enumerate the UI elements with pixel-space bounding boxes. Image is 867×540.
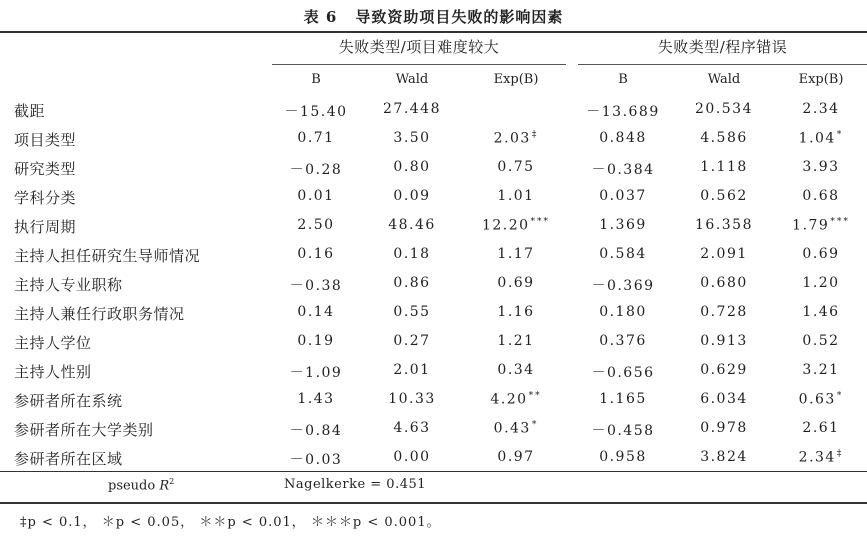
cell-value: 10.33 (388, 391, 436, 407)
cell-a-wald (362, 101, 462, 117)
cell-value: －1.09 (289, 365, 343, 381)
cell-value: 0.43 (493, 420, 531, 437)
cell-value: 2.34 (798, 449, 836, 466)
significance-mark: * (836, 391, 844, 401)
cell-value: 4.20 (490, 391, 528, 408)
cell-value: 1.16 (497, 304, 535, 320)
cell-a-wald (362, 304, 462, 320)
cell-b-exp (771, 159, 867, 175)
cell-b-exp (771, 275, 867, 291)
cell-value: 1.46 (802, 304, 840, 320)
cell-value: 0.376 (599, 333, 647, 349)
cell-value: 0.52 (802, 333, 840, 349)
cell-value: 0.80 (393, 159, 431, 175)
cell-value: 3.50 (393, 130, 431, 146)
col-header-a-wald: Wald (395, 72, 429, 87)
cell-value: －0.38 (289, 278, 343, 294)
cell-value: 0.584 (599, 246, 647, 262)
cell-a-exp (466, 420, 566, 437)
cell-a-b (266, 217, 366, 233)
significance-note: ‡p < 0.1， ＊p < 0.05， ＊＊p < 0.01， ＊＊＊p < 0.001。 (20, 515, 441, 530)
table-row (0, 245, 867, 274)
row-label: 主持人担任研究生导师情况 (14, 247, 201, 265)
cell-value: －15.40 (284, 104, 348, 120)
cell-b-wald (674, 217, 774, 233)
cell-b-b (573, 362, 673, 382)
cell-value: 0.01 (297, 188, 335, 204)
cell-a-exp (466, 275, 566, 291)
cell-value: 0.27 (393, 333, 431, 349)
cell-value: 1.369 (599, 217, 647, 233)
row-label: 参研者所在区域 (14, 450, 123, 468)
cell-b-wald (674, 130, 774, 146)
cell-value: 0.00 (393, 449, 431, 465)
cell-b-exp (771, 362, 867, 378)
cell-value: 3.824 (700, 449, 748, 465)
table-row (0, 158, 867, 187)
group-header-difficulty: 失败类型/项目难度较大 (338, 38, 500, 56)
cell-value: 1.21 (497, 333, 535, 349)
cell-b-wald (674, 188, 774, 204)
cell-value: 0.09 (393, 188, 431, 204)
cell-value: 1.20 (802, 275, 840, 291)
cell-b-b (573, 449, 673, 465)
cell-b-exp (771, 246, 867, 262)
cell-b-exp (771, 304, 867, 320)
row-label: 执行周期 (14, 218, 77, 236)
significance-mark: ** (528, 391, 542, 401)
cell-value: 2.091 (700, 246, 748, 262)
cell-value: 0.16 (297, 246, 335, 262)
cell-b-b (573, 217, 673, 233)
cell-a-wald (362, 333, 462, 349)
cell-value: 0.71 (297, 130, 335, 146)
cell-value: 1.79 (792, 217, 830, 234)
cell-a-b (266, 188, 366, 204)
cell-value: 0.55 (393, 304, 431, 320)
cell-value: －0.458 (591, 423, 655, 439)
table-row (0, 187, 867, 216)
cell-value: 2.50 (297, 217, 335, 233)
table-number: 表 6 (303, 8, 338, 26)
group-header-procedure: 失败类型/程序错误 (657, 38, 788, 56)
cell-b-wald (674, 362, 774, 378)
cell-b-b (573, 391, 673, 407)
cell-value: 1.118 (700, 159, 748, 175)
row-label: 主持人性别 (14, 363, 92, 381)
cell-b-b (573, 275, 673, 295)
top-rule (0, 31, 867, 33)
cell-value: 0.913 (700, 333, 748, 349)
cell-a-exp (466, 159, 566, 175)
pseudo-rule (0, 471, 867, 472)
table-row (0, 303, 867, 332)
cell-value: 1.43 (297, 391, 335, 407)
bottom-rule (0, 502, 867, 504)
cell-b-wald (674, 420, 774, 436)
cell-value: 1.165 (599, 391, 647, 407)
col-header-a-b: B (311, 72, 321, 87)
pseudo-r2-label (108, 477, 174, 493)
cell-value: 48.46 (388, 217, 436, 233)
cell-b-exp (771, 188, 867, 204)
col-header-b-exp: Exp(B) (798, 72, 844, 87)
cell-a-wald (362, 362, 462, 378)
cell-value: 0.848 (599, 130, 647, 146)
cell-value: 0.180 (599, 304, 647, 320)
table-row (0, 274, 867, 303)
cell-value: 0.68 (802, 188, 840, 204)
cell-value: 0.562 (700, 188, 748, 204)
cell-b-wald (674, 101, 774, 117)
cell-b-exp (771, 333, 867, 349)
cell-value: 0.86 (393, 275, 431, 291)
cell-a-b (266, 420, 366, 440)
cell-a-b (266, 391, 366, 407)
cell-a-b (266, 333, 366, 349)
cell-b-wald (674, 391, 774, 407)
cell-a-wald (362, 420, 462, 436)
cell-b-wald (674, 304, 774, 320)
cell-a-b (266, 246, 366, 262)
cell-value: 0.63 (798, 391, 836, 408)
cell-b-b (573, 333, 673, 349)
cell-b-b (573, 159, 673, 179)
cell-a-exp (466, 362, 566, 378)
group-underline-b (578, 64, 867, 65)
col-header-b-wald: Wald (707, 72, 741, 87)
cell-b-wald (674, 449, 774, 465)
cell-a-wald (362, 246, 462, 262)
cell-value: 3.21 (802, 362, 840, 378)
row-label: 学科分类 (14, 189, 77, 207)
cell-value: 0.19 (297, 333, 335, 349)
significance-mark: *** (830, 217, 850, 227)
cell-a-exp (466, 333, 566, 349)
cell-value: 2.34 (802, 101, 840, 117)
cell-b-wald (674, 159, 774, 175)
row-label: 项目类型 (14, 131, 77, 149)
col-header-b-b: B (618, 72, 628, 87)
cell-value: 16.358 (695, 217, 753, 233)
cell-a-exp (466, 304, 566, 320)
cell-value: －0.369 (591, 278, 655, 294)
cell-a-wald (362, 159, 462, 175)
cell-value: 12.20 (481, 217, 530, 234)
cell-value: －0.384 (591, 162, 655, 178)
cell-value: 3.93 (802, 159, 840, 175)
cell-value: 0.958 (599, 449, 647, 465)
table-row (0, 100, 867, 129)
table-row (0, 448, 867, 477)
row-label: 参研者所在大学类别 (14, 421, 154, 439)
cell-b-b (573, 304, 673, 320)
cell-b-b (573, 101, 673, 121)
significance-mark: * (836, 130, 844, 140)
cell-b-wald (674, 246, 774, 262)
cell-a-wald (362, 275, 462, 291)
cell-b-exp (771, 449, 867, 466)
cell-a-wald (362, 130, 462, 146)
cell-value: 0.34 (497, 362, 535, 378)
row-label: 主持人学位 (14, 334, 92, 352)
cell-value: 2.03 (493, 130, 531, 147)
cell-value: 0.75 (497, 159, 535, 175)
table-row (0, 361, 867, 390)
cell-value: 0.680 (700, 275, 748, 291)
cell-a-exp (466, 391, 566, 408)
cell-value: 20.534 (695, 101, 753, 117)
cell-a-wald (362, 188, 462, 204)
cell-b-b (573, 246, 673, 262)
cell-a-b (266, 362, 366, 382)
cell-value: 0.97 (497, 449, 535, 465)
table-row (0, 332, 867, 361)
cell-value: 1.04 (798, 130, 836, 147)
col-header-a-exp: Exp(B) (493, 72, 539, 87)
cell-value: 0.69 (802, 246, 840, 262)
cell-a-b (266, 275, 366, 295)
table-title (0, 6, 867, 27)
table-row (0, 129, 867, 158)
row-label: 主持人兼任行政职务情况 (14, 305, 185, 323)
cell-value: 0.18 (393, 246, 431, 262)
cell-b-exp (771, 101, 867, 117)
significance-mark: *** (530, 217, 551, 227)
cell-b-b (573, 420, 673, 440)
cell-b-exp (771, 420, 867, 436)
table-title-text: 导致资助项目失败的影响因素 (355, 8, 564, 26)
row-label: 研究类型 (14, 160, 77, 178)
cell-value: 0.978 (700, 420, 748, 436)
pseudo-var: R (159, 478, 170, 494)
cell-a-exp (466, 188, 566, 204)
cell-b-b (573, 130, 673, 146)
table-row (0, 419, 867, 448)
cell-a-b (266, 304, 366, 320)
cell-value: 4.586 (700, 130, 748, 146)
cell-value: 0.69 (497, 275, 535, 291)
cell-a-b (266, 101, 366, 121)
table-row (0, 216, 867, 245)
cell-value: －13.689 (586, 104, 660, 120)
cell-a-exp (466, 130, 566, 147)
row-label: 主持人专业职称 (14, 276, 123, 294)
row-label: 参研者所在系统 (14, 392, 123, 410)
cell-a-b (266, 159, 366, 179)
pseudo-sup: 2 (169, 477, 175, 486)
cell-value: 0.629 (700, 362, 748, 378)
cell-value: －0.656 (591, 365, 655, 381)
cell-b-exp (771, 391, 867, 408)
table-row (0, 390, 867, 419)
cell-value: －0.28 (289, 162, 343, 178)
cell-b-wald (674, 333, 774, 349)
cell-b-b (573, 188, 673, 204)
pseudo-label: pseudo (108, 478, 156, 494)
significance-mark: * (531, 420, 539, 430)
cell-value: 1.01 (497, 188, 535, 204)
cell-b-exp (771, 130, 867, 147)
cell-value: 1.17 (497, 246, 535, 262)
cell-value: 2.61 (802, 420, 840, 436)
cell-a-exp (466, 217, 566, 234)
cell-value: 27.448 (383, 101, 441, 117)
cell-a-exp (466, 449, 566, 465)
cell-a-wald (362, 449, 462, 465)
row-label: 截距 (14, 102, 46, 120)
cell-b-wald (674, 275, 774, 291)
cell-value: 0.728 (700, 304, 748, 320)
cell-a-b (266, 449, 366, 469)
cell-value: 0.14 (297, 304, 335, 320)
cell-value: 6.034 (700, 391, 748, 407)
significance-mark: ‡ (531, 130, 539, 140)
group-underline-a (272, 64, 566, 65)
cell-value: 2.01 (393, 362, 431, 378)
cell-value: －0.03 (289, 452, 343, 468)
cell-a-exp (466, 246, 566, 262)
cell-value: 4.63 (393, 420, 431, 436)
nagelkerke-value: Nagelkerke = 0.451 (284, 477, 427, 492)
cell-value: 0.037 (599, 188, 647, 204)
cell-b-exp (771, 217, 867, 234)
cell-a-wald (362, 217, 462, 233)
cell-a-b (266, 130, 366, 146)
cell-a-wald (362, 391, 462, 407)
cell-value: －0.84 (289, 423, 343, 439)
significance-mark: ‡ (836, 449, 844, 459)
